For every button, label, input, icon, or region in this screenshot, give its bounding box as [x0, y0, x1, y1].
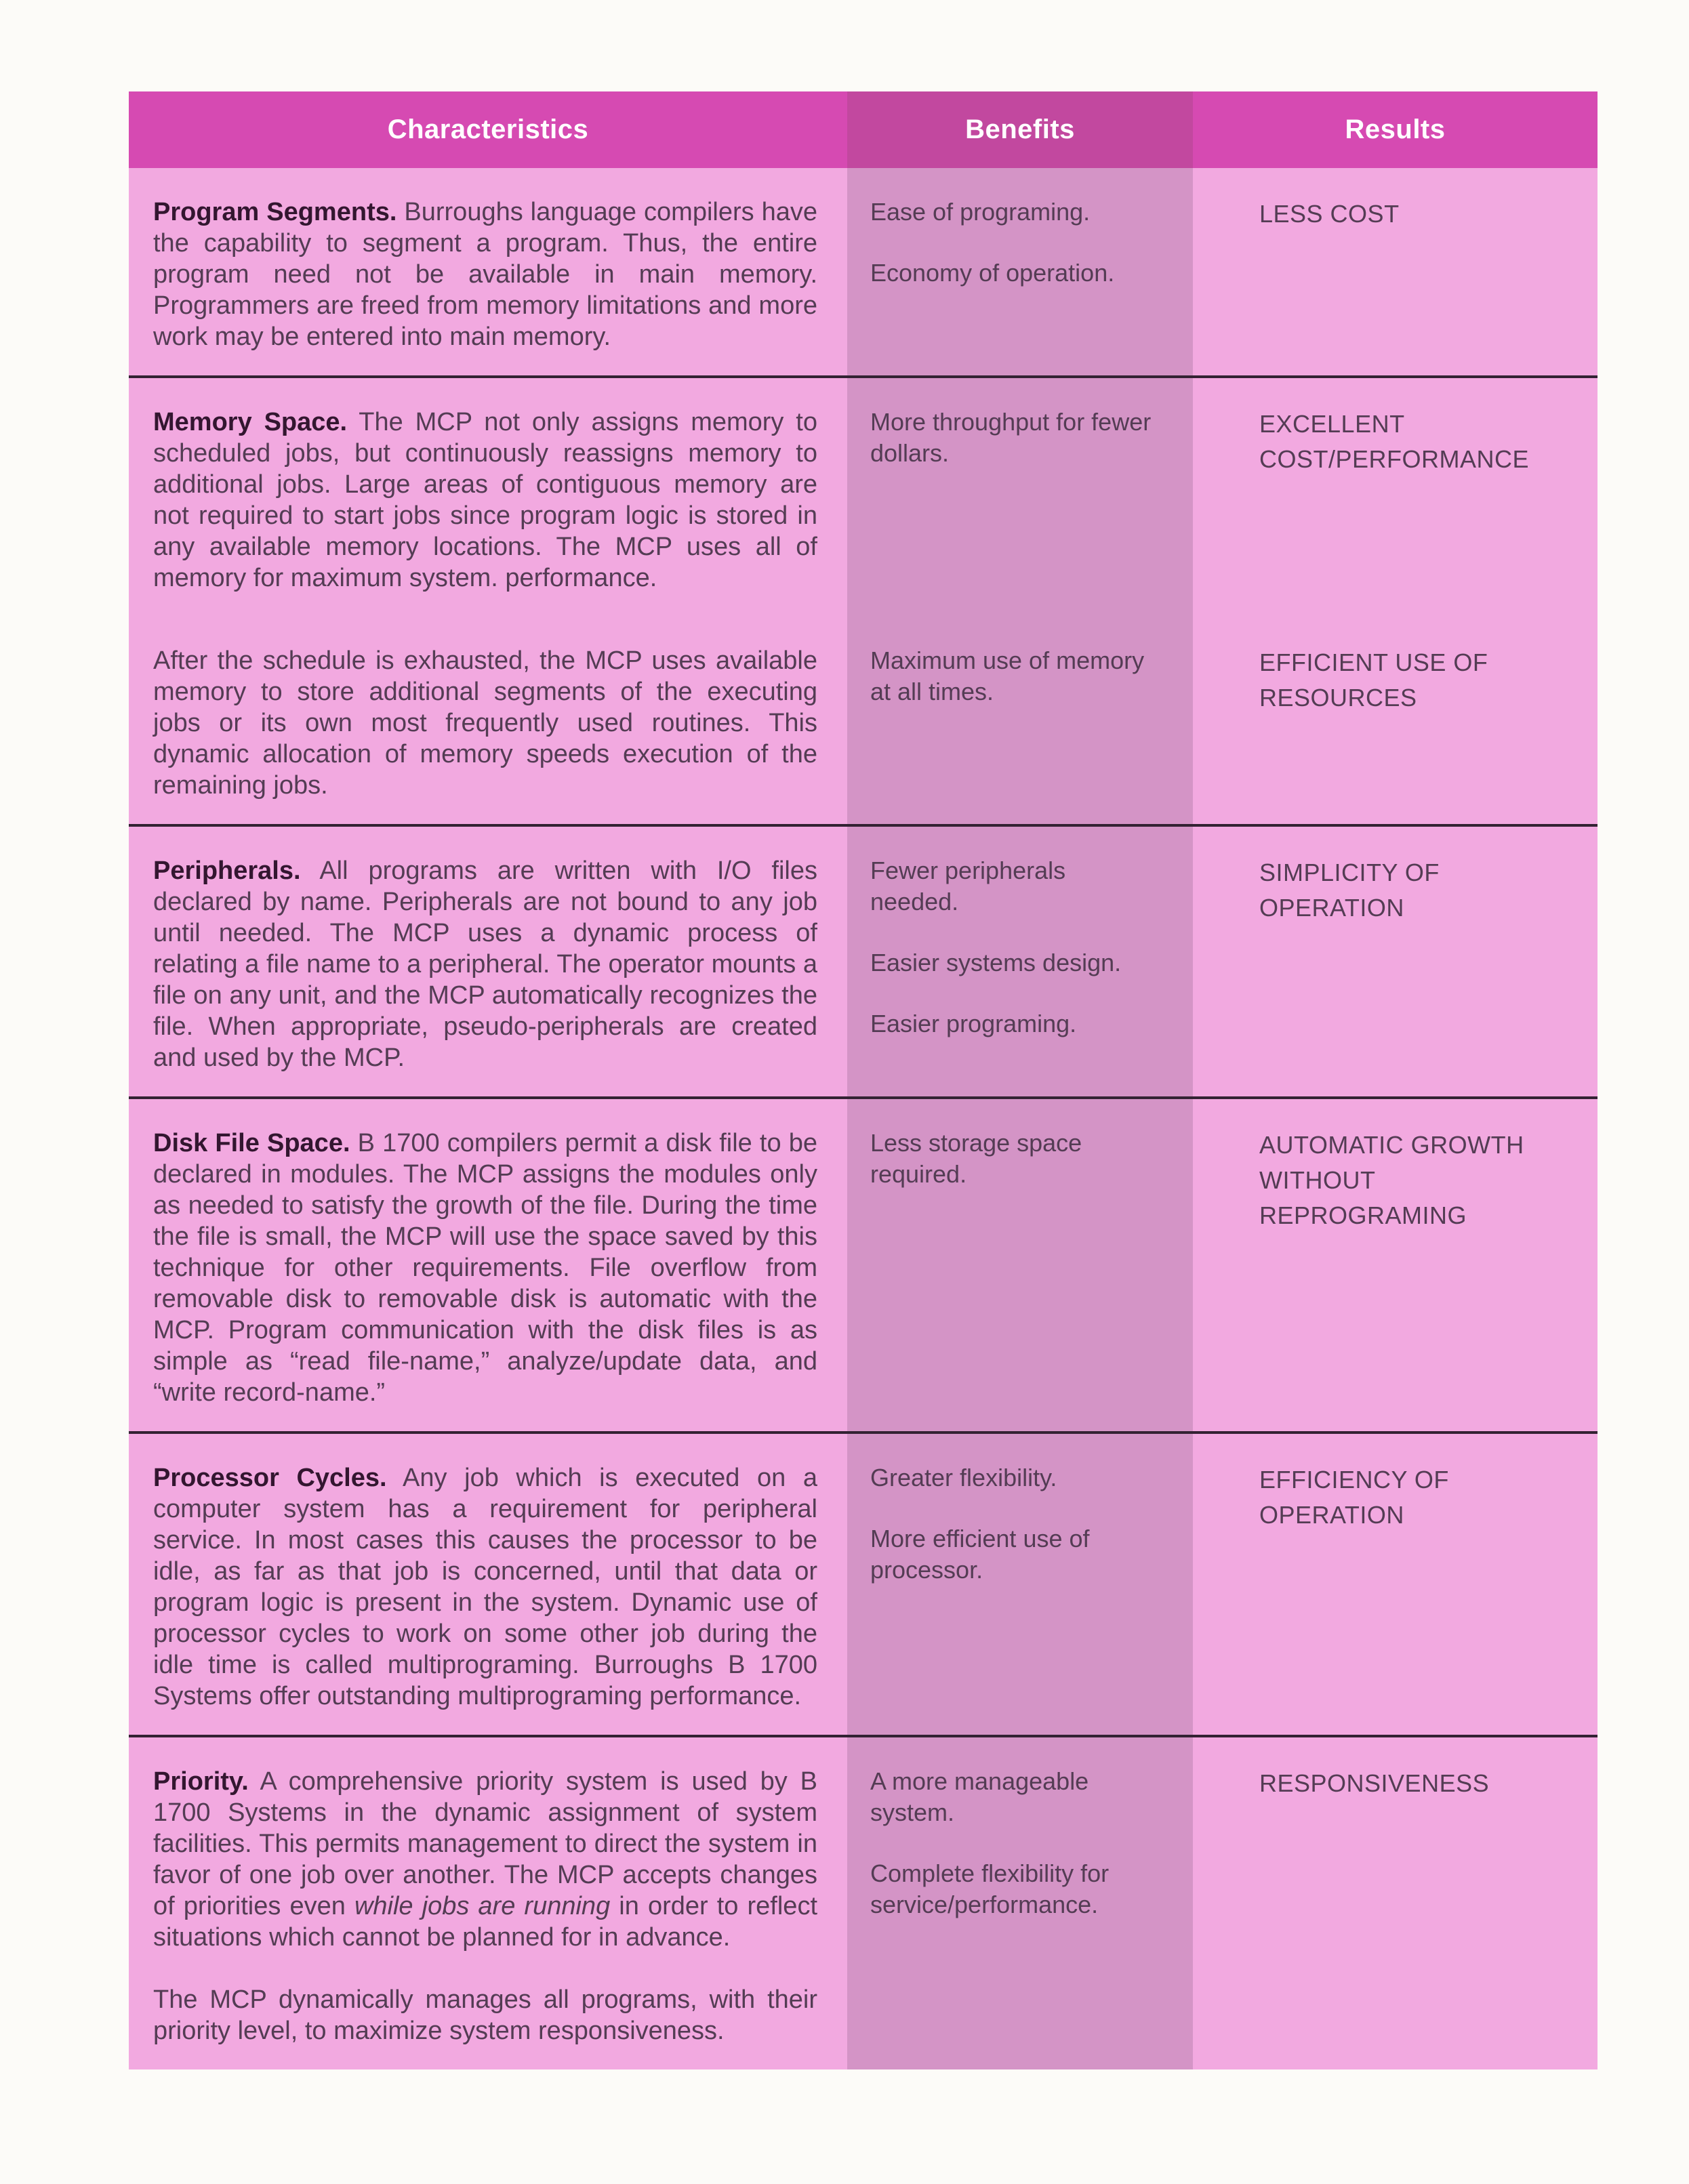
characteristic-cell	[129, 168, 847, 375]
paragraph-text: Burroughs language compilers have the capability to segment a program. Thus, the entire program need not be available in main memory. Programmers are freed from memory limitations and more work may be entered into main memory.	[153, 198, 818, 351]
benefit-item: A more manageable system.	[870, 1767, 1089, 1826]
benefit-item: More efficient use of processor.	[870, 1525, 1090, 1584]
benefit-item: More throughput for fewer dollars.	[870, 408, 1152, 467]
characteristics-benefits-results-table	[129, 91, 1598, 2069]
characteristic-cell	[129, 827, 847, 1096]
result-line: AUTOMATIC GROWTH	[1259, 1131, 1524, 1159]
characteristic-cell	[129, 617, 847, 824]
result-line: COST/PERFORMANCE	[1259, 445, 1530, 473]
result-line: EFFICIENT USE OF	[1259, 648, 1488, 676]
paragraph	[153, 1462, 817, 1712]
paragraph-text: All programs are written with I/O files declared by name. Peripherals are not bound to any job until needed. The MCP uses a dynamic process of relating a file name to a peripheral. The operator mounts a file on any unit, and the MCP automatically recognizes the file. When appropriate, pseudo-peripherals are created and used by the MCP.	[153, 857, 817, 1072]
result-line: RESOURCES	[1259, 684, 1417, 712]
result-line: SIMPLICITY OF	[1259, 859, 1440, 886]
paragraph-text: The MCP not only assigns memory to scheduled jobs, but continuously reassigns memory to additional jobs. Large areas of contiguous memory are not required to start jobs since program logic is stored in any available memory locations. The MCP uses all of memory for maximum system. performance.	[153, 408, 817, 592]
section-lead: Memory Space.	[153, 408, 348, 436]
benefits-cell	[847, 1099, 1193, 1431]
benefit-item: Economy of operation.	[870, 259, 1115, 287]
results-cell	[1193, 1099, 1598, 1431]
result-line: EXCELLENT	[1259, 410, 1405, 438]
benefit-item: Less storage space required.	[870, 1129, 1082, 1188]
paragraph-text: B 1700 compilers permit a disk file to be declared in modules. The MCP assigns the modules only as needed to satisfy the growth of the file. During the time the file is small, the MCP will use the space saved by this technique for other requirements. File overflow from removable disk to removable disk is automatic with the MCP. Program communication with the disk files is as simple as “read file-name,” analyze/update data, and “write record-name.”	[153, 1129, 817, 1407]
results-cell	[1193, 1434, 1598, 1735]
table-header	[129, 91, 1598, 168]
section-lead: Disk File Space.	[153, 1129, 350, 1157]
results-cell	[1193, 617, 1598, 824]
result-line: WITHOUT	[1259, 1166, 1376, 1194]
paragraph-text: After the schedule is exhausted, the MCP uses available memory to store additional segments of the executing jobs or its own most frequently used routines. This dynamic allocation of memory speeds execution of the remaining jobs.	[153, 646, 817, 800]
benefit-item: Complete flexibility for service/performance.	[870, 1859, 1110, 1918]
characteristic-cell	[129, 1434, 847, 1735]
header-results: Results	[1193, 91, 1598, 168]
benefit-item: Ease of programing.	[870, 198, 1091, 226]
benefit-item: Easier programing.	[870, 1010, 1077, 1037]
result-line: OPERATION	[1259, 1501, 1404, 1529]
benefits-cell	[847, 1434, 1193, 1735]
characteristic-cell	[129, 1099, 847, 1431]
header-characteristics: Characteristics	[129, 91, 847, 168]
row-memory-space	[129, 375, 1598, 617]
benefits-cell	[847, 168, 1193, 375]
paragraph-text: in order to reflect situations which cannot be planned for in advance.	[153, 1892, 817, 1952]
section-lead: Priority.	[153, 1767, 249, 1796]
paragraph	[153, 1984, 817, 2046]
results-cell	[1193, 827, 1598, 1096]
results-cell	[1193, 168, 1598, 375]
benefit-item: Maximum use of memory at all times.	[870, 646, 1145, 705]
paragraph-italic-text: while jobs are running	[354, 1892, 611, 1920]
benefit-item: Easier systems design.	[870, 949, 1122, 976]
results-cell	[1193, 1737, 1598, 2069]
header-benefits: Benefits	[847, 91, 1193, 168]
result-line: LESS COST	[1259, 200, 1400, 228]
benefit-item: Fewer peripherals needed.	[870, 857, 1066, 915]
benefits-cell	[847, 378, 1193, 617]
paragraph	[153, 645, 817, 801]
results-cell	[1193, 378, 1598, 617]
result-line: EFFICIENCY OF	[1259, 1466, 1449, 1493]
row-disk-file-space	[129, 1096, 1598, 1431]
row-memory-space-continued	[129, 617, 1598, 824]
paragraph-text: A comprehensive priority system is used by B 1700 Systems in the dynamic assignment of system facilities. This permits management to direct the system in favor of one job over another. The MCP accepts changes of priorities even	[153, 1767, 817, 1920]
result-line: REPROGRAMING	[1259, 1201, 1467, 1229]
row-program-segments	[129, 168, 1598, 375]
characteristic-cell	[129, 1737, 847, 2069]
paragraph-text: Any job which is executed on a computer system has a requirement for peripheral service. In most cases this causes the processor to be idle, as far as that job is concerned, until that data or program logic is present in the system. Dynamic use of processor cycles to work on some other job during the idle time is called multiprograming. Burroughs B 1700 Systems offer outstanding multiprograming performance.	[153, 1464, 817, 1710]
paragraph	[153, 1128, 817, 1408]
section-lead: Processor Cycles.	[153, 1464, 387, 1492]
row-priority	[129, 1735, 1598, 2069]
section-lead: Peripherals.	[153, 857, 301, 885]
paragraph	[153, 197, 817, 352]
paragraph	[153, 855, 817, 1073]
benefits-cell	[847, 617, 1193, 824]
section-lead: Program Segments.	[153, 198, 397, 226]
paragraph	[153, 1766, 817, 1953]
benefits-cell	[847, 1737, 1193, 2069]
benefit-item: Greater flexibility.	[870, 1464, 1057, 1491]
characteristic-cell	[129, 378, 847, 617]
result-line: RESPONSIVENESS	[1259, 1769, 1490, 1797]
row-processor-cycles	[129, 1431, 1598, 1735]
paragraph	[153, 407, 817, 594]
result-line: OPERATION	[1259, 894, 1404, 922]
paragraph-text: The MCP dynamically manages all programs, with their priority level, to maximize system responsiveness.	[153, 1985, 817, 2045]
row-peripherals	[129, 824, 1598, 1096]
benefits-cell	[847, 827, 1193, 1096]
